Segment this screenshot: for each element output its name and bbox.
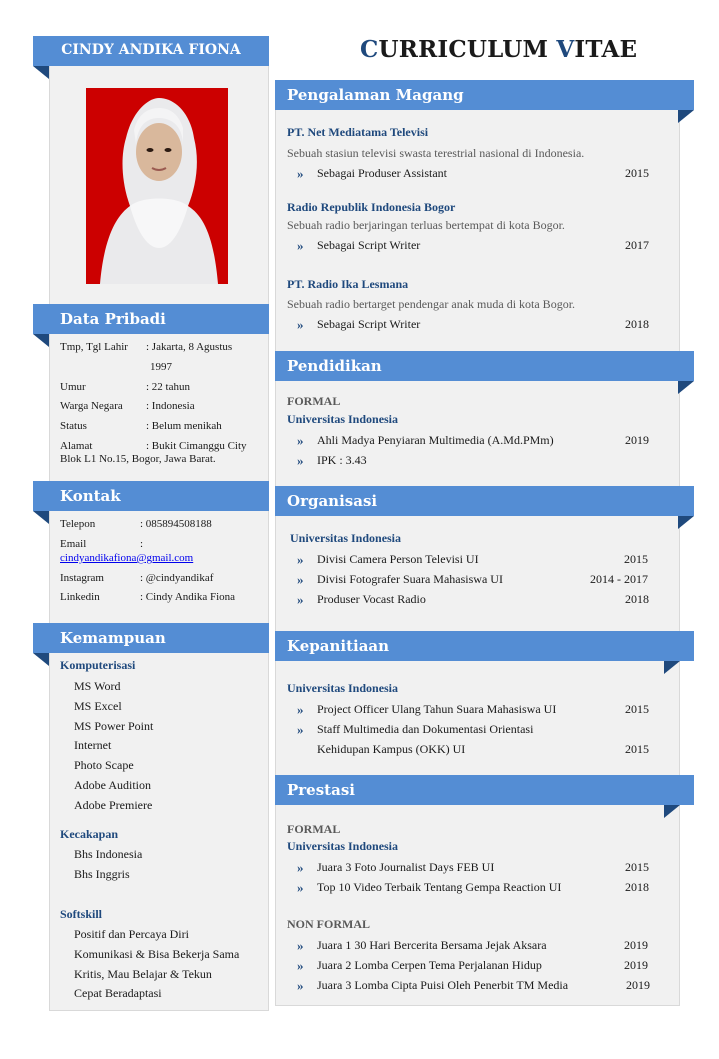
committee-item-line2: Kehidupan Kampus (OKK) UI: [317, 742, 466, 756]
linkedin-label: Linkedin: [60, 591, 100, 603]
skill-item: Adobe Audition: [74, 778, 151, 792]
skill-item: MS Power Point: [74, 719, 154, 733]
skill-item: Internet: [74, 738, 112, 752]
section-data-pribadi: [33, 304, 269, 334]
committee-panel: [275, 659, 680, 776]
personal-value: : Belum menikah: [146, 420, 222, 432]
skill-item: MS Word: [74, 679, 121, 693]
section-kepanitiaan: [275, 631, 694, 661]
personal-value: : 22 tahun: [146, 381, 190, 393]
section-heading: Kepanitiaan: [287, 637, 390, 655]
ribbon-fold: [678, 110, 694, 123]
personal-value: 1997: [150, 361, 172, 373]
language-heading: Kecakapan: [60, 827, 119, 841]
bullet-icon: »: [297, 166, 304, 181]
achievement-item: Juara 3 Lomba Cipta Puisi Oleh Penerbit TM Media: [317, 978, 569, 992]
section-heading: Pendidikan: [287, 357, 382, 375]
organization-item: Produser Vocast Radio: [317, 592, 426, 606]
section-organisasi: [275, 486, 694, 516]
section-pendidikan: [275, 351, 694, 381]
section-prestasi: [275, 775, 694, 805]
language-item: Bhs Inggris: [74, 867, 130, 881]
section-kontak: [33, 481, 269, 511]
personal-label: Tmp, Tgl Lahir: [60, 341, 128, 353]
internship-year: 2018: [625, 317, 649, 331]
formal-label: FORMAL: [287, 822, 341, 836]
committee-school: Universitas Indonesia: [287, 681, 399, 695]
bullet-icon: »: [297, 238, 304, 253]
internship-org: PT. Radio Ika Lesmana: [287, 277, 409, 291]
internship-role: Sebagai Script Writer: [317, 317, 421, 331]
email-label: Email: [60, 538, 87, 550]
name-banner: [33, 36, 269, 66]
section-heading: Kemampuan: [60, 629, 166, 647]
phone-label: Telepon: [60, 518, 96, 530]
internship-role: Sebagai Produser Assistant: [317, 166, 447, 180]
achievement-item: Juara 1 30 Hari Bercerita Bersama Jejak Aksara: [317, 938, 547, 952]
achievement-year: 2019: [626, 978, 650, 992]
phone-value: : 085894508188: [140, 518, 212, 530]
committee-item: Project Officer Ulang Tahun Suara Mahasiswa UI: [317, 702, 557, 716]
ribbon-fold: [33, 653, 49, 666]
bullet-icon: »: [297, 552, 304, 567]
organization-year: 2015: [624, 552, 648, 566]
section-pengalaman-magang: [275, 80, 694, 110]
internship-year: 2015: [625, 166, 649, 180]
education-gpa: IPK : 3.43: [317, 453, 367, 467]
section-heading: Pengalaman Magang: [287, 86, 464, 104]
email-colon: :: [140, 538, 144, 550]
ribbon-fold: [678, 516, 694, 529]
internship-org: Radio Republik Indonesia Bogor: [287, 200, 456, 214]
softskill-item: Positif dan Percaya Diri: [74, 927, 189, 941]
ribbon-fold: [664, 661, 680, 674]
section-heading: Organisasi: [287, 492, 378, 510]
ribbon-fold: [33, 511, 49, 524]
address-line2: Blok L1 No.15, Bogor, Jawa Barat.: [60, 453, 216, 465]
achievement-year: 2019: [624, 938, 648, 952]
internship-year: 2017: [625, 238, 649, 252]
name-banner-fold: [33, 66, 49, 79]
page-title: [360, 36, 637, 63]
title-letter-v: V: [556, 36, 575, 63]
section-kemampuan: [33, 623, 269, 653]
nonformal-label: NON FORMAL: [287, 917, 370, 931]
title-part-1: URRICULUM: [378, 36, 557, 63]
bullet-icon: »: [297, 978, 304, 993]
language-item: Bhs Indonesia: [74, 847, 143, 861]
person-photo: [86, 88, 228, 284]
internship-desc: Sebuah stasiun televisi swasta terestrial nasional di Indonesia.: [287, 146, 585, 160]
instagram-value: : @cindyandikaf: [140, 572, 214, 584]
education-degree: Ahli Madya Penyiaran Multimedia (A.Md.PMm): [317, 433, 554, 447]
person-photo-icon: [86, 88, 228, 284]
organization-school: Universitas Indonesia: [290, 531, 402, 545]
bullet-icon: »: [297, 938, 304, 953]
bullet-icon: »: [297, 702, 304, 717]
committee-year: 2015: [625, 702, 649, 716]
email-link[interactable]: cindyandikafiona@gmail.com: [60, 552, 194, 564]
skill-item: Adobe Premiere: [74, 798, 153, 812]
section-heading: Data Pribadi: [60, 310, 166, 328]
full-name: CINDY ANDIKA FIONA: [61, 42, 241, 58]
personal-label: Umur: [60, 381, 86, 393]
education-school: Universitas Indonesia: [287, 412, 399, 426]
bullet-icon: »: [297, 453, 304, 468]
bullet-icon: »: [297, 722, 304, 737]
personal-label: Warga Negara: [60, 400, 123, 412]
bullet-icon: »: [297, 860, 304, 875]
personal-value: : Indonesia: [146, 400, 195, 412]
internship-desc: Sebuah radio bertarget pendengar anak muda di kota Bogor.: [287, 297, 576, 311]
bullet-icon: »: [297, 880, 304, 895]
personal-label: Alamat: [60, 440, 93, 452]
organization-year: 2014 - 2017: [590, 572, 648, 586]
linkedin-value: : Cindy Andika Fiona: [140, 591, 236, 603]
title-letter-c: C: [360, 36, 379, 63]
education-type: FORMAL: [287, 394, 341, 408]
bullet-icon: »: [297, 433, 304, 448]
achievement-year: 2018: [625, 880, 649, 894]
skill-item: Photo Scape: [74, 758, 134, 772]
title-part-2: ITAE: [574, 36, 638, 63]
internship-role: Sebagai Script Writer: [317, 238, 421, 252]
achievement-year: 2015: [625, 860, 649, 874]
softskill-item: Kritis, Mau Belajar & Tekun: [74, 967, 212, 981]
softskill-item: Cepat Beradaptasi: [74, 986, 162, 1000]
committee-year: 2015: [625, 742, 649, 756]
personal-value: : Bukit Cimanggu City: [146, 440, 247, 452]
achievement-year: 2019: [624, 958, 648, 972]
achievement-school: Universitas Indonesia: [287, 839, 399, 853]
achievement-item: Top 10 Video Terbaik Tentang Gempa Reaction UI: [317, 880, 562, 894]
ribbon-fold: [664, 805, 680, 818]
achievement-item: Juara 3 Foto Journalist Days FEB UI: [317, 860, 495, 874]
softskill-item: Komunikasi & Bisa Bekerja Sama: [74, 947, 240, 961]
organization-item: Divisi Camera Person Televisi UI: [317, 552, 479, 566]
softskill-heading: Softskill: [60, 907, 103, 921]
skill-item: MS Excel: [74, 699, 122, 713]
personal-label: Status: [60, 420, 87, 432]
bullet-icon: »: [297, 958, 304, 973]
committee-item: Staff Multimedia dan Dokumentasi Orientasi: [317, 722, 534, 736]
organization-item: Divisi Fotografer Suara Mahasiswa UI: [317, 572, 503, 586]
bullet-icon: »: [297, 572, 304, 587]
section-heading: Kontak: [60, 487, 121, 505]
ribbon-fold: [33, 334, 49, 347]
achievement-item: Juara 2 Lomba Cerpen Tema Perjalanan Hidup: [317, 958, 542, 972]
computer-heading: Komputerisasi: [60, 658, 136, 672]
education-year: 2019: [625, 433, 649, 447]
ribbon-fold: [678, 381, 694, 394]
bullet-icon: »: [297, 592, 304, 607]
section-heading: Prestasi: [287, 781, 355, 799]
organization-year: 2018: [625, 592, 649, 606]
personal-value: : Jakarta, 8 Agustus: [146, 341, 233, 353]
bullet-icon: »: [297, 317, 304, 332]
instagram-label: Instagram: [60, 572, 104, 584]
internship-desc: Sebuah radio berjaringan terluas bertempat di kota Bogor.: [287, 218, 565, 232]
internship-org: PT. Net Mediatama Televisi: [287, 125, 429, 139]
